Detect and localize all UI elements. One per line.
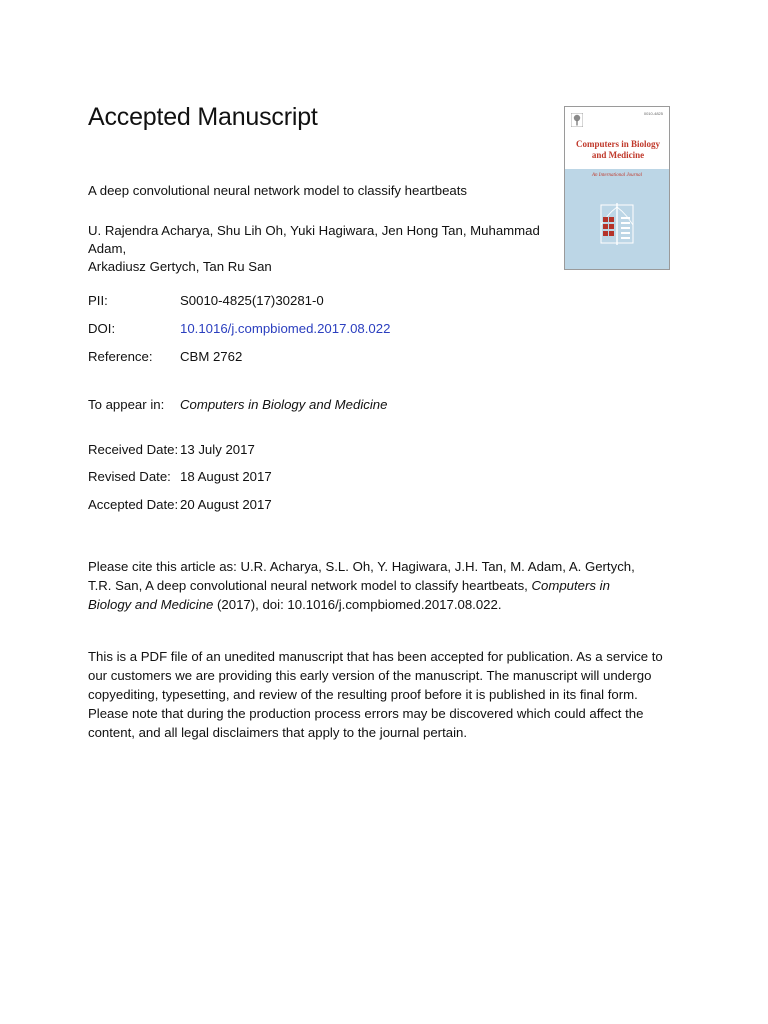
reference-value: CBM 2762 [180, 349, 243, 364]
cover-title [571, 139, 665, 161]
appear-value: Computers in Biology and Medicine [180, 397, 388, 412]
meta-row-pii [88, 292, 324, 310]
received-value: 13 July 2017 [180, 442, 255, 457]
article-title: A deep convolutional neural network model to classify heartbeats [88, 183, 467, 198]
meta-row-received [88, 441, 255, 459]
citation-journal: Computers in Biology and Medicine [88, 578, 610, 612]
cover-subtitle: An International Journal [592, 173, 642, 178]
citation-tail: (2017), doi: 10.1016/j.compbiomed.2017.08.022. [213, 597, 502, 612]
citation-lead: Please cite this article as: U.R. Acharya, S.L. Oh, Y. Hagiwara, J.H. Tan, M. Adam, A. Gertych, T.R. San, A deep convolutional neural network model to classify heartbeats, [88, 559, 635, 593]
cover-title-line2: and Medicine [591, 150, 645, 160]
page-heading: Accepted Manuscript [88, 103, 318, 131]
meta-row-reference [88, 348, 242, 366]
pii-value: S0010-4825(17)30281-0 [180, 293, 324, 308]
appear-label: To appear in: [88, 397, 165, 412]
notice-paragraph: This is a PDF file of an unedited manuscript that has been accepted for publication. As a service to our customers we are providing this early version of the manuscript. The manuscript will undergo copyediting, typesetting, and review of the resulting proof before it is published in its final form. Please note that during the production process errors may be discovered which could affect the content, and all legal disclaimers that apply to the journal pertain. [88, 649, 663, 740]
revised-value: 18 August 2017 [180, 469, 272, 484]
author-list [88, 222, 568, 276]
doi-link[interactable]: 10.1016/j.compbiomed.2017.08.022 [180, 321, 391, 336]
meta-row-accepted [88, 496, 272, 514]
abacus-illustration-icon [587, 203, 647, 245]
meta-row-revised [88, 468, 272, 486]
authors-line-1: U. Rajendra Acharya, Shu Lih Oh, Yuki Hagiwara, Jen Hong Tan, Muhammad Adam, [88, 223, 540, 256]
cover-issn: 0010-4825 [643, 111, 663, 116]
accepted-label: Accepted Date: [88, 497, 179, 512]
journal-cover [564, 106, 670, 270]
pii-label: PII: [88, 293, 108, 308]
received-label: Received Date: [88, 442, 179, 457]
revised-label: Revised Date: [88, 469, 171, 484]
meta-row-appear [88, 396, 387, 414]
citation-paragraph [88, 557, 648, 614]
authors-line-2: Arkadiusz Gertych, Tan Ru San [88, 259, 272, 274]
accepted-value: 20 August 2017 [180, 497, 272, 512]
cover-title-line1: Computers in Biology [575, 139, 660, 149]
meta-row-doi [88, 320, 390, 338]
doi-label: DOI: [88, 321, 116, 336]
reference-label: Reference: [88, 349, 153, 364]
elsevier-tree-logo-icon [571, 113, 583, 127]
